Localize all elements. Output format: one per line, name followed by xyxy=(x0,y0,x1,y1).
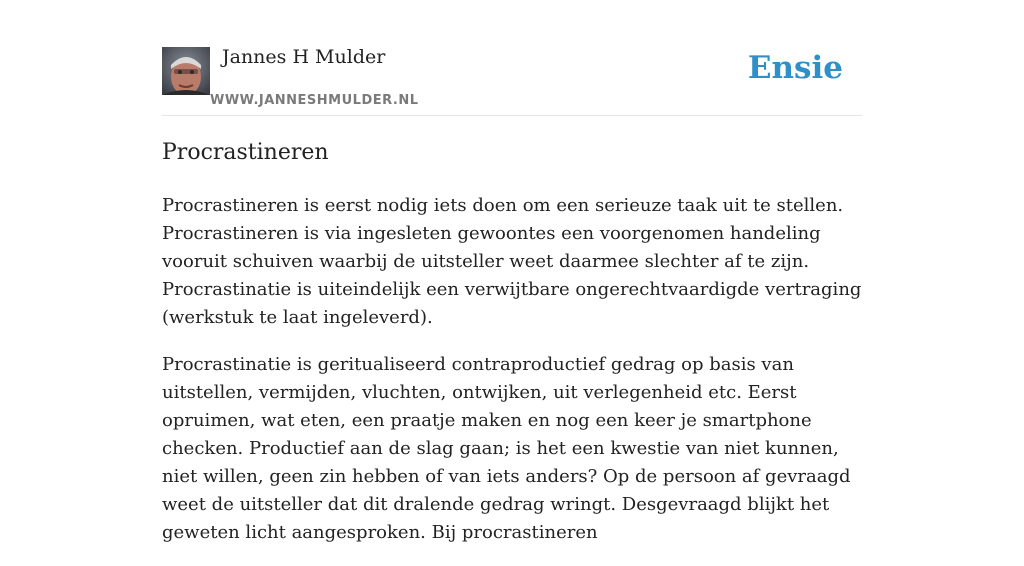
author-avatar[interactable] xyxy=(162,47,210,95)
header xyxy=(162,0,862,116)
article-paragraph: Procrastinatie is geritualiseerd contraproductief gedrag op basis van uitstellen, vermijden, vluchten, ontwijken, uit verlegenheid etc. Eerst opruimen, wat eten, een praatje maken en nog een keer je smartphone checken. Productief aan de slag gaan; is het een kwestie van niet kunnen, niet willen, geen zin hebben of van iets anders? Op de persoon af gevraagd weet de uitsteller dat dit dralende gedrag wringt. Desgevraagd blijkt het geweten licht aangesproken. Bij procrastineren xyxy=(162,354,851,543)
article-paragraph: Procrastineren is eerst nodig iets doen om een serieuze taak uit te stellen. Procrastineren is via ingesleten gewoontes een voorgenomen handeling vooruit schuiven waarbij de uitsteller weet daarmee slechter af te zijn. Procrastinatie is uiteindelijk een verwijtbare ongerechtvaardigde vertraging (werkstuk te laat ingeleverd). xyxy=(162,195,862,328)
article-body xyxy=(162,192,862,566)
avatar-photo-icon xyxy=(162,47,210,95)
ensie-logo-link[interactable]: Ensie xyxy=(747,50,843,86)
page-container xyxy=(162,0,862,543)
article-title: Procrastineren xyxy=(162,140,329,165)
author-name[interactable]: Jannes H Mulder xyxy=(222,46,386,68)
author-website-link[interactable]: WWW.JANNESHMULDER.NL xyxy=(210,93,419,108)
